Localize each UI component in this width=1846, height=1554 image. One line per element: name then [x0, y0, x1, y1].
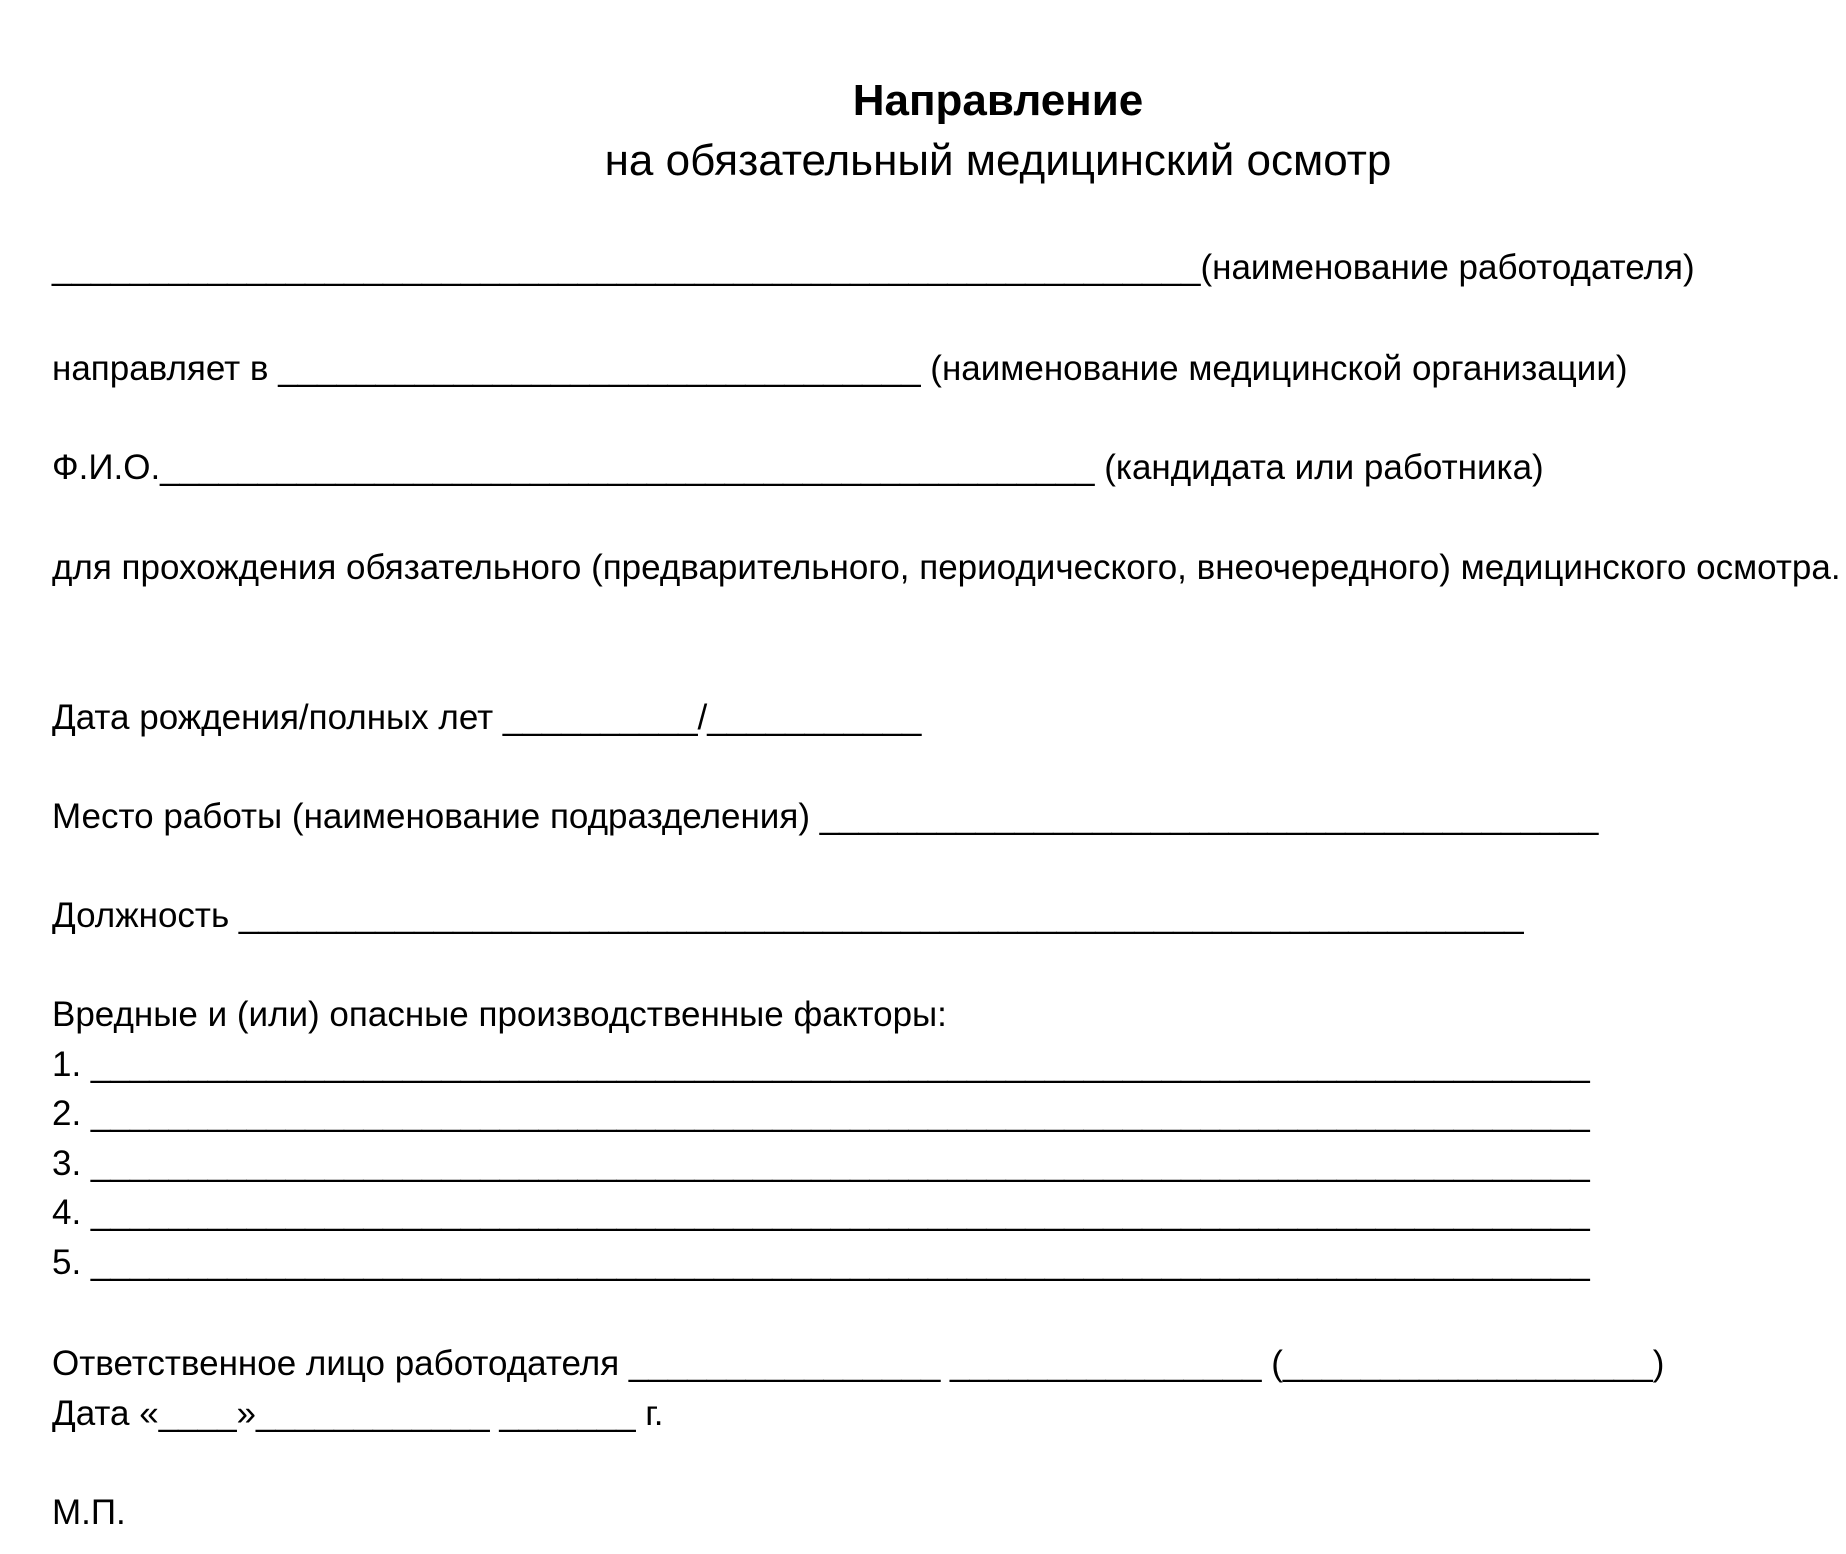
factors-heading: Вредные и (или) опасные производственные факторы: [52, 995, 947, 1034]
position-line: Должность __________________________________________________________________ [52, 896, 1524, 935]
stamp-label: М.П. [52, 1493, 126, 1532]
date-line: Дата «____»____________ _______ г. [52, 1394, 664, 1433]
document-subtitle: на обязательный медицинский осмотр [604, 136, 1392, 185]
workplace-line: Место работы (наименование подразделения) ________________________________________ [52, 797, 1599, 836]
factor-item-3: 3. _____________________________________________________________________________ [52, 1144, 1590, 1183]
employer-line: ___________________________________________________________(наименование работодателя) [52, 248, 1695, 287]
factor-item-1: 1. _____________________________________________________________________________ [52, 1045, 1590, 1084]
responsible-person-line: Ответственное лицо работодателя ________________ ________________ (___________________) [52, 1344, 1665, 1383]
document-title: Направление [852, 76, 1144, 125]
birth-date-line: Дата рождения/полных лет __________/___________ [52, 698, 922, 737]
fio-line: Ф.И.О.________________________________________________ (кандидата или работника) [52, 448, 1544, 487]
factor-item-5: 5. _____________________________________________________________________________ [52, 1243, 1590, 1282]
factor-item-2: 2. _____________________________________________________________________________ [52, 1094, 1590, 1133]
directs-line: направляет в _________________________________ (наименование медицинской организации) [52, 349, 1628, 388]
purpose-text: для прохождения обязательного (предварительного, периодического, внеочередного) медицинского осмотра. [52, 548, 1841, 587]
factor-item-4: 4. _____________________________________________________________________________ [52, 1193, 1590, 1232]
